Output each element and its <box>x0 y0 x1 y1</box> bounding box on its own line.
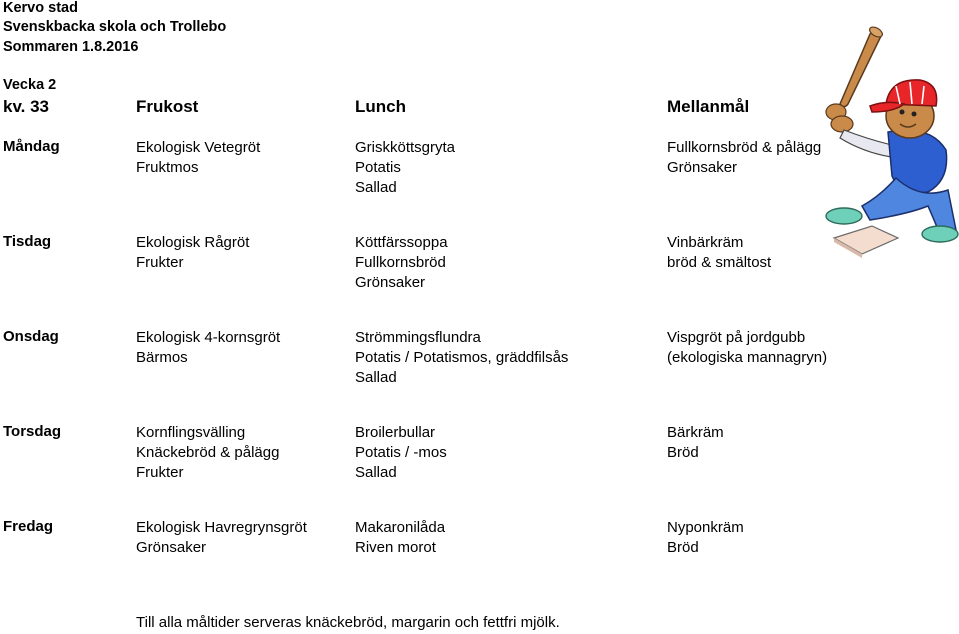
menu-item: Vinbärkräm <box>667 234 744 251</box>
breakfast-cell <box>136 234 249 274</box>
menu-item: Köttfärssoppa <box>355 234 448 251</box>
menu-item: Ekologisk 4-kornsgröt <box>136 329 281 346</box>
menu-item: Strömmingsflundra <box>355 329 481 346</box>
column-header-snack: Mellanmål <box>667 97 750 116</box>
menu-item: Broilerbullar <box>355 424 436 441</box>
menu-item: bröd & smältost <box>667 254 772 271</box>
menu-item: Fullkornsbröd & pålägg <box>667 139 822 156</box>
lunch-cell <box>355 519 445 559</box>
menu-item: Bärkräm <box>667 424 724 441</box>
season-title: Sommaren 1.8.2016 <box>3 39 139 55</box>
breakfast-cell <box>136 329 280 369</box>
menu-item: Riven morot <box>355 539 436 556</box>
city-title: Kervo stad <box>3 0 78 16</box>
menu-item: Bröd <box>667 444 699 461</box>
lunch-cell <box>355 234 448 294</box>
menu-item: Nyponkräm <box>667 519 744 536</box>
home-plate <box>834 226 898 258</box>
menu-item: Grönsaker <box>136 539 207 556</box>
week-label: Vecka 2 <box>3 77 57 93</box>
footer-note: Till alla måltider serveras knäckebröd, margarin och fettfri mjölk. <box>136 614 560 631</box>
breakfast-cell <box>136 424 279 484</box>
snack-cell <box>667 329 827 369</box>
menu-item: Makaronilåda <box>355 519 446 536</box>
day-label-torsdag: Torsdag <box>3 423 62 440</box>
column-header-breakfast: Frukost <box>136 97 199 116</box>
bat <box>840 25 884 107</box>
menu-item: Bröd <box>667 539 699 556</box>
menu-item: Kornflingsvälling <box>136 424 246 441</box>
day-label-måndag: Måndag <box>3 138 60 155</box>
snack-cell <box>667 424 724 464</box>
breakfast-cell <box>136 139 260 179</box>
menu-item: Sallad <box>355 179 397 196</box>
day-label-onsdag: Onsdag <box>3 328 59 345</box>
menu-item: Vispgröt på jordgubb <box>667 329 806 346</box>
baseball-batter-icon <box>800 20 959 260</box>
menu-item: Ekologisk Havregrynsgröt <box>136 519 307 536</box>
breakfast-cell <box>136 519 307 559</box>
snack-cell <box>667 519 744 559</box>
lunch-cell <box>355 139 455 199</box>
snack-cell <box>667 139 821 179</box>
menu-item: Griskköttsgryta <box>355 139 456 156</box>
snack-cell <box>667 234 771 274</box>
school-names: Svenskbacka skola och Trollebo <box>3 19 227 35</box>
menu-item: Knäckebröd & pålägg <box>136 444 280 461</box>
menu-item: Potatis / Potatismos, gräddfilsås <box>355 349 569 366</box>
menu-item: Sallad <box>355 369 397 386</box>
menu-item: Ekologisk Rågröt <box>136 234 250 251</box>
menu-item: Sallad <box>355 464 397 481</box>
menu-item: Potatis / -mos <box>355 444 447 461</box>
lunch-cell <box>355 329 568 389</box>
menu-item: (ekologiska mannagryn) <box>667 349 828 366</box>
menu-item: Fruktmos <box>136 159 199 176</box>
menu-item: Potatis <box>355 159 401 176</box>
week-number: kv. 33 <box>3 97 50 116</box>
day-label-fredag: Fredag <box>3 518 54 535</box>
menu-item: Ekologisk Vetegröt <box>136 139 261 156</box>
menu-item: Fullkornsbröd <box>355 254 446 271</box>
menu-item: Grönsaker <box>355 274 426 291</box>
column-header-lunch: Lunch <box>355 97 406 116</box>
menu-item: Grönsaker <box>667 159 738 176</box>
day-label-tisdag: Tisdag <box>3 233 52 250</box>
menu-item: Bärmos <box>136 349 188 366</box>
menu-item: Frukter <box>136 464 184 481</box>
lunch-cell <box>355 424 447 484</box>
menu-item: Frukter <box>136 254 184 271</box>
